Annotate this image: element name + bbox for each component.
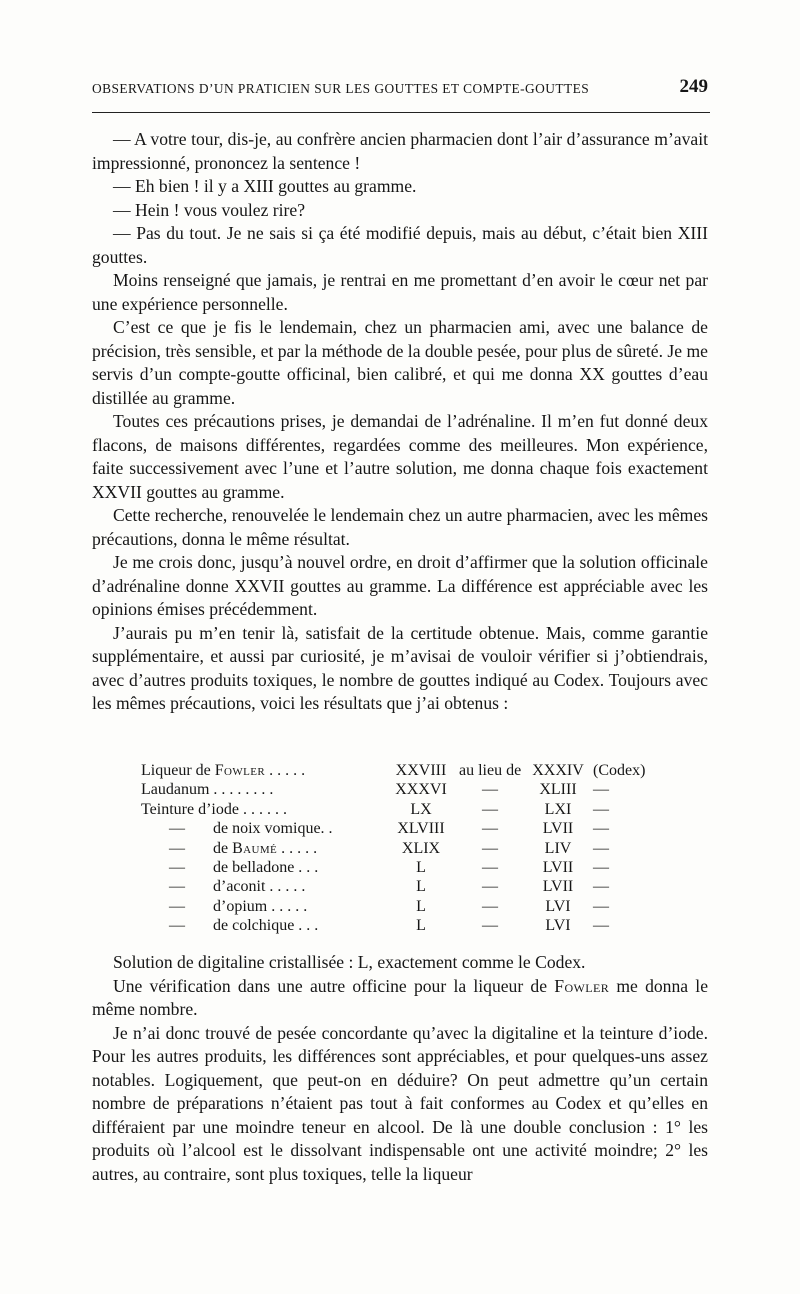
ditto-dash: — bbox=[169, 839, 185, 857]
header-rule bbox=[92, 112, 710, 113]
preparation-name bbox=[213, 897, 379, 916]
observed-drops: L bbox=[416, 917, 426, 935]
observed-drops: XLVIII bbox=[397, 820, 445, 838]
proper-name: Baumé bbox=[232, 839, 278, 857]
table-row bbox=[141, 839, 661, 858]
preparation-name bbox=[141, 761, 379, 780]
separator: — bbox=[482, 917, 498, 935]
separator: — bbox=[482, 781, 498, 799]
paragraph: Je n’ai donc trouvé de pesée concordante qu’avec la digitaline et la teinture d’iode. Pour les autres produits, les différences sont appréciables, et pour quelques-uns assez notables. Logiquement, que peut-on en déduire? On peut admettre qu’un certain nombre de préparations n’étaient pas tout à fait conformes au Codex et qu’elles en différaient par une moindre teneur en alcool. De là une double conclusion : 1° les produits où l’alcool est le dissolvant indispensable ont une activité moindre; 2° les autres, au contraire, sont plus toxiques, telle la liqueur bbox=[92, 1022, 708, 1184]
paragraph: Moins renseigné que jamais, je rentrai en me promettant d’en avoir le cœur net par une expérience personnelle. bbox=[92, 270, 708, 314]
table-row bbox=[141, 761, 661, 780]
preparation-name bbox=[141, 780, 379, 799]
paragraph: Je me crois donc, jusqu’à nouvel ordre, en droit d’affirmer que la solution officinale d’adrénaline donne XXVII gouttes au gramme. La différence est appréciable avec les opinions émises précédemment. bbox=[92, 552, 708, 619]
ditto-dash: — bbox=[169, 820, 185, 838]
observed-drops: XLIX bbox=[401, 839, 441, 857]
proper-name: Fowler bbox=[214, 762, 266, 779]
codex-note: — bbox=[593, 820, 609, 838]
preparation-name bbox=[213, 839, 379, 858]
observed-drops: L bbox=[416, 878, 426, 896]
separator: — bbox=[482, 858, 498, 876]
preparation-label: Liqueur de bbox=[141, 762, 211, 779]
codex-drops: LXI bbox=[544, 800, 572, 818]
paragraph: — Eh bien ! il y a XIII gouttes au gramme. bbox=[113, 176, 417, 196]
codex-drops: XXXIV bbox=[532, 762, 584, 779]
codex-drops: LVII bbox=[542, 878, 574, 896]
leader-dots: . . . . . . bbox=[238, 800, 287, 818]
codex-note: (Codex) bbox=[593, 762, 646, 779]
body-text-after-table bbox=[92, 951, 708, 1186]
codex-drops: LIV bbox=[544, 839, 572, 857]
paragraph: — Pas du tout. Je ne sais si ça été modifié depuis, mais au début, c’était bien XIII gouttes. bbox=[92, 223, 708, 267]
codex-drops: LVI bbox=[545, 917, 571, 935]
preparation-label: Teinture d’iode bbox=[141, 800, 239, 818]
table-row bbox=[141, 819, 661, 838]
body-text-before-table bbox=[92, 128, 708, 716]
preparation-name bbox=[213, 819, 379, 838]
proper-name: Fowler bbox=[554, 975, 610, 996]
ditto-dash: — bbox=[169, 878, 185, 896]
preparation-label: d’opium bbox=[213, 897, 268, 915]
leader-dots: . . . . . bbox=[265, 762, 306, 779]
paragraph: Solution de digitaline cristallisée : L, exactement comme le Codex. bbox=[113, 952, 586, 972]
codex-drops: XLIII bbox=[539, 781, 577, 799]
paragraph: Toutes ces précautions prises, je demandai de l’adrénaline. Il m’en fut donné deux flacons, de maisons différentes, regardées comme des meilleures. Mon expérience, faite successivement avec l’une et l’autre solution, me donna chaque fois exactement XXVII gouttes au gramme. bbox=[92, 411, 708, 502]
observed-drops: XXVIII bbox=[395, 762, 447, 779]
observed-drops: LX bbox=[410, 800, 432, 818]
paragraph: — A votre tour, dis-je, au confrère ancien pharmacien dont l’air d’assurance m’avait impressionné, prononcez la sentence ! bbox=[92, 129, 708, 173]
observed-drops: XXXVI bbox=[395, 781, 447, 799]
preparation-label: de colchique bbox=[213, 917, 295, 935]
preparation-name bbox=[213, 916, 379, 935]
page-number: 249 bbox=[679, 76, 708, 97]
running-title: OBSERVATIONS D’UN PRATICIEN SUR LES GOUTTES ET COMPTE-GOUTTES bbox=[92, 81, 590, 96]
paragraph bbox=[92, 975, 708, 1022]
leader-dots: . . . . . bbox=[267, 897, 308, 915]
leader-dots: . . . . . bbox=[265, 878, 306, 896]
codex-note: — bbox=[593, 839, 609, 857]
preparation-label: de bbox=[213, 839, 229, 857]
leader-dots: . . . . . . . . bbox=[209, 781, 274, 799]
codex-note: — bbox=[593, 781, 609, 799]
observed-drops: L bbox=[416, 897, 426, 915]
ditto-dash: — bbox=[169, 858, 185, 876]
leader-dots: . . . bbox=[294, 858, 319, 876]
paragraph: Cette recherche, renouvelée le lendemain chez un autre pharmacien, avec les mêmes précautions, donna le même résultat. bbox=[92, 505, 708, 549]
table-row bbox=[141, 800, 661, 819]
codex-drops: LVII bbox=[542, 820, 574, 838]
preparation-label: Laudanum bbox=[141, 781, 210, 799]
preparation-name bbox=[213, 858, 379, 877]
preparation-name bbox=[141, 800, 379, 819]
codex-note: — bbox=[593, 858, 609, 876]
drop-count-table bbox=[141, 761, 661, 936]
ditto-dash: — bbox=[169, 917, 185, 935]
codex-note: — bbox=[593, 917, 609, 935]
paragraph-text: Une vérification dans une autre officine pour la liqueur de bbox=[113, 975, 548, 996]
page-header bbox=[92, 76, 712, 102]
preparation-name bbox=[213, 877, 379, 896]
paragraph: — Hein ! vous voulez rire? bbox=[113, 199, 306, 220]
separator: — bbox=[482, 820, 498, 838]
preparation-label: d’aconit bbox=[213, 878, 266, 896]
table-row bbox=[141, 897, 661, 916]
preparation-label: de noix vomique bbox=[213, 820, 321, 838]
table-row bbox=[141, 780, 661, 799]
codex-drops: LVII bbox=[542, 858, 574, 876]
leader-dots: . . . bbox=[294, 917, 319, 935]
separator: — bbox=[482, 897, 498, 915]
observed-drops: L bbox=[416, 858, 426, 876]
paragraph: C’est ce que je fis le lendemain, chez un pharmacien ami, avec une balance de précision, très sensible, et par la méthode de la double pesée, pour plus de sûreté. Je me servis d’un compte-goutte officinal, bien calibré, et qui me donna XX gouttes d’eau distillée au gramme. bbox=[92, 317, 708, 408]
table-row bbox=[141, 877, 661, 896]
leader-dots: . . . . . bbox=[277, 839, 318, 857]
codex-note: — bbox=[593, 897, 609, 915]
table-row bbox=[141, 858, 661, 877]
paragraph-text: me donna le même nombre. bbox=[92, 975, 709, 1019]
codex-note: — bbox=[593, 800, 609, 818]
codex-note: — bbox=[593, 878, 609, 896]
paragraph: J’aurais pu m’en tenir là, satisfait de la certitude obtenue. Mais, comme garantie supplémentaire, et aussi par curiosité, je m’avisai de vouloir vérifier si j’obtiendrais, avec d’autres produits toxiques, le nombre de gouttes indiqué au Codex. Toujours avec les mêmes précautions, voici les résultats que j’ai obtenus : bbox=[92, 622, 708, 713]
separator: — bbox=[482, 878, 498, 896]
table-row bbox=[141, 916, 661, 935]
ditto-dash: — bbox=[169, 897, 185, 915]
separator: — bbox=[482, 839, 498, 857]
separator: au lieu de bbox=[459, 762, 522, 779]
codex-drops: LVI bbox=[545, 897, 571, 915]
separator: — bbox=[482, 800, 498, 818]
leader-dots: . . bbox=[320, 820, 333, 838]
preparation-label: de belladone bbox=[213, 858, 295, 876]
